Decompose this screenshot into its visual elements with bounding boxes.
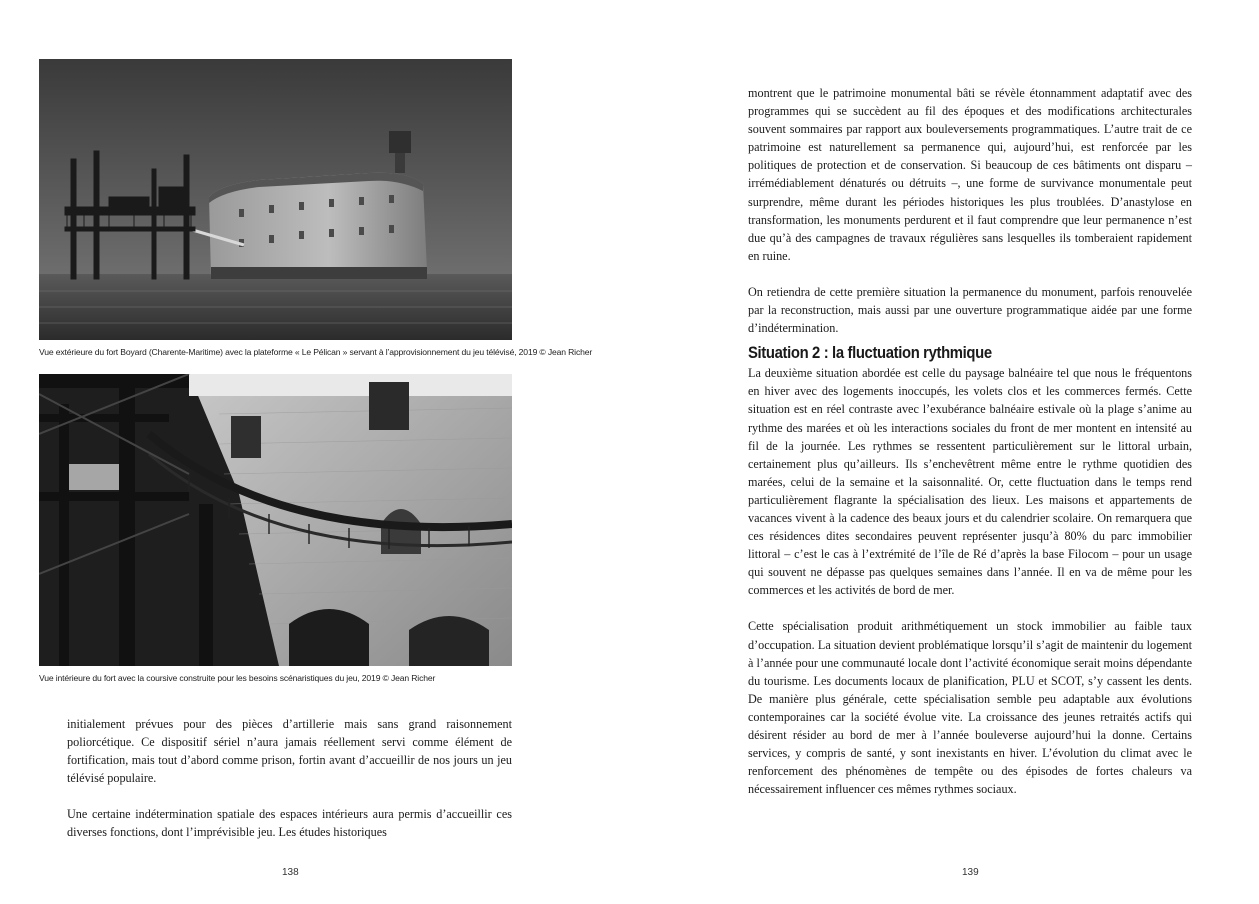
section-title: Situation 2 : la fluctuation rythmique (748, 344, 992, 363)
page-number-left: 138 (282, 867, 299, 878)
right-paragraph-2: On retiendra de cette première situation la permanence du monument, parfois renouvelée par la reconstruction, mais aussi par une ouverture programmatique aidée par une forme d’indétermination. (748, 284, 1192, 336)
right-page (630, 0, 1259, 904)
right-page-body (748, 84, 1192, 798)
right-paragraph-3: La deuxième situation abordée est celle du paysage balnéaire tel que nous le fréquentons en hiver avec des logements inoccupés, les volets clos et les commerces fermés. Cette situation est en réel contraste avec l’exubérance balnéaire estivale où la plage s’anime au rythme des marées et où les interactions sociales du front de mer montent en intensité au fil de la journée. Les rythmes se ressentent particulièrement sur le littoral urbain, certainement plus qu’ailleurs. Ils s’enchevêtrent même entre le rythme quotidien des marées, celui de la semaine et la saisonnalité. Or, cette fluctuation dans le temps rend particulièrement flagrante la spécialisation des lieux. Les maisons et appartements de vacances vivent à la cadence des beaux jours et du calendrier scolaire. On remarquera que ces résidences dites secondaires peuvent représenter jusqu’à 80% du parc immobilier littoral – c’est le cas à l’extrémité de l’île de Ré d’après la base Filocom – pour un usage qui souvent ne dépasse pas quelques semaines dans l’année. Il en va de même pour les commerces et les activités de bord de mer. (748, 366, 1192, 598)
exterior-photo-drawing (39, 59, 512, 340)
left-paragraph-2: Une certaine indétermination spatiale des espaces intérieurs aura permis d’accueillir ces diverses fonctions, dont l’imprévisible jeu. Les études historiques (67, 807, 512, 840)
fort-boyard-interior-photo (39, 374, 512, 666)
fort-boyard-exterior-photo (39, 59, 512, 340)
right-paragraph-4: Cette spécialisation produit arithmétiquement un stock immobilier au faible taux d’occupation. La situation devient problématique lorsqu’il s’agit de maintenir du logement à l’année pour une communauté locale dont l’activité économique serait moins dépendante du tourisme. Les documents locaux de planification, PLU et SCOT, s’y cassent les dents. De manière plus générale, cette spécialisation semble peu adaptable aux évolutions contemporaines car la société évolue vite. La croissance des jeunes retraités actifs qui désirent résider au bord de mer à l’année bouleverse aujourd’hui la donne. Certains services, y compris de santé, y sont inexistants en hiver. L’évolution du climat avec le renforcement des phénomènes de tempête ou des épisodes de fortes chaleurs va nécessairement influencer ces mêmes rythmes sociaux. (748, 619, 1192, 797)
page-number-right: 139 (962, 867, 979, 878)
right-paragraph-1: montrent que le patrimoine monumental bâti se révèle étonnamment adaptatif avec des programmes qui se succèdent au fil des époques et des modifications architecturales souvent sommaires par rapport aux bouleversements programmatiques. L’autre trait de ce patrimoine est naturellement sa permanence qui, aujourd’hui, est renforcée par les politiques de protection et de conservation. Si beaucoup de ces bâtiments ont disparu – irrémédiablement dénaturés ou détruits –, une forme de survivance monumentale peut surprendre, même durant les périodes historiques les plus troublées. D’anastylose en transformation, les monuments perdurent et il faut comprendre que leur permanence n’est due qu’à des campagnes de travaux régulières sans lesquelles ils tomberaient rapidement en ruine. (748, 86, 1192, 263)
left-paragraph-1: initialement prévues pour des pièces d’artillerie mais sans grand raisonnement poliorcétique. Ce dispositif sériel n’aura jamais réellement servi comme élément de fortification, mais tout d’abord comme prison, fortin avant d’accueillir de nos jours un jeu télévisé populaire. (67, 717, 512, 786)
interior-photo-drawing (39, 374, 512, 666)
exterior-photo-caption: Vue extérieure du fort Boyard (Charente-Maritime) avec la plateforme « Le Pélican » servant à l’approvisionnement du jeu télévisé, 2019 © Jean Richer (39, 347, 593, 357)
interior-photo-caption: Vue intérieure du fort avec la coursive construite pour les besoins scénaristiques du jeu, 2019 © Jean Richer (39, 673, 436, 683)
left-page-body (67, 715, 512, 842)
